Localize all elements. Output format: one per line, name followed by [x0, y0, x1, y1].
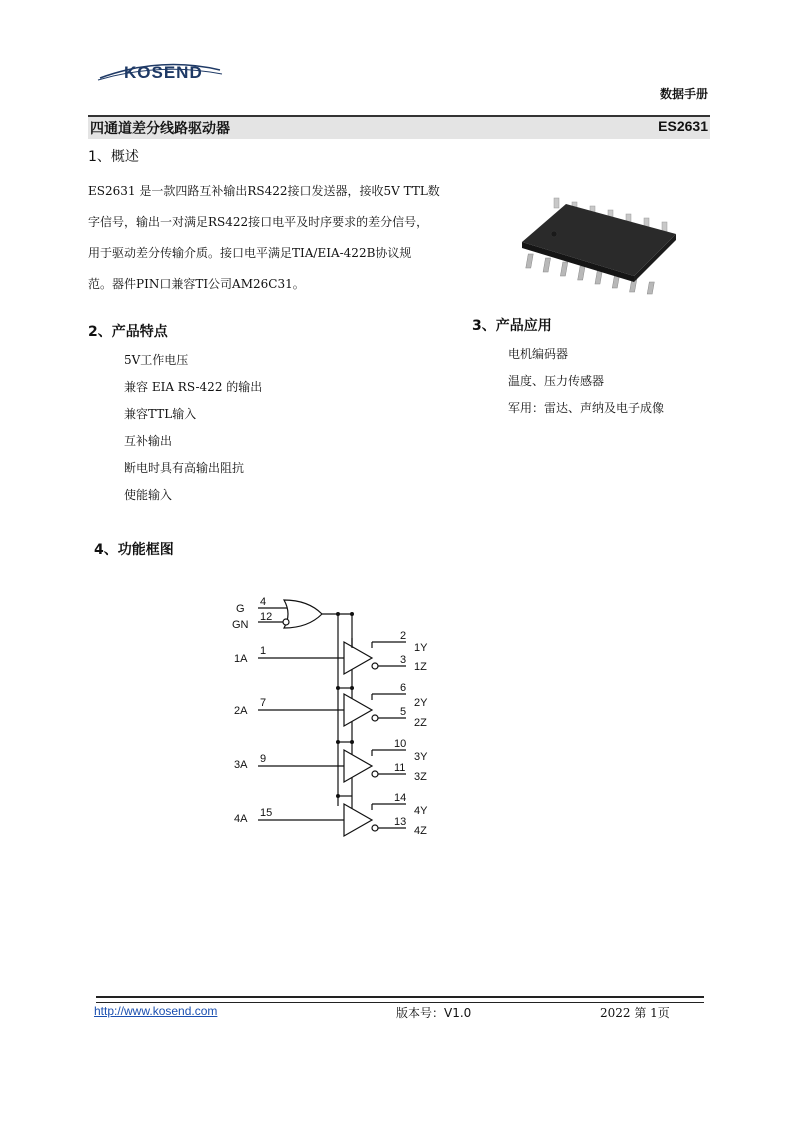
input-label: 2A	[234, 705, 248, 717]
overview-line: 用于驱动差分传输介质。接口电平满足TIA/EIA-422B协议规	[88, 246, 412, 260]
features-list	[124, 351, 262, 513]
pin-label: 14	[394, 792, 407, 804]
doc-type-label: 数据手册	[659, 87, 708, 101]
overview-line: ES2631 是一款四路互补输出RS422接口发送器，接收5V TTL数	[88, 184, 440, 198]
overview-line: 范。器件PIN口兼容TI公司AM26C31。	[88, 277, 305, 291]
website-link[interactable]: http://www.kosend.com	[94, 1004, 218, 1018]
feature-item: 兼容 EIA RS-422 的输出	[124, 380, 263, 394]
output-label: 2Z	[414, 717, 427, 729]
pin-label: 9	[260, 753, 267, 765]
output-label: 4Z	[414, 825, 427, 837]
output-label: 3Y	[414, 751, 428, 763]
application-item: 电机编码器	[508, 347, 569, 361]
product-title: 四通道差分线路驱动器	[90, 121, 230, 137]
features-heading: 2、产品特点	[88, 324, 168, 340]
output-label: 4Y	[414, 805, 428, 817]
feature-item: 互补输出	[124, 434, 173, 448]
pin-label: 7	[260, 697, 267, 709]
feature-item: 5V工作电压	[124, 353, 189, 367]
pin-label: 2	[400, 630, 407, 642]
enable-g-label: G	[236, 603, 245, 615]
chip-package-image	[514, 176, 684, 296]
footer-divider	[96, 996, 704, 1003]
block-diagram-heading: 4、功能框图	[94, 542, 174, 558]
input-label: 3A	[234, 759, 248, 771]
applications-heading: 3、产品应用	[472, 318, 552, 334]
pin-label: 13	[394, 816, 407, 828]
feature-item: 兼容TTL输入	[124, 407, 197, 421]
pin-label: 1	[260, 645, 267, 657]
feature-item: 使能输入	[124, 488, 173, 502]
pin-label: 3	[400, 654, 407, 666]
pin-label: 5	[400, 706, 407, 718]
functional-block-diagram	[220, 590, 440, 850]
output-label: 1Z	[414, 661, 427, 673]
applications-list	[508, 345, 664, 426]
overview-line: 字信号，输出一对满足RS422接口电平及时序要求的差分信号，	[88, 215, 429, 229]
application-item: 温度、压力传感器	[508, 374, 605, 388]
part-number: ES2631	[658, 118, 708, 134]
page-number: 2022 第 1页	[600, 1006, 670, 1020]
pin-label: 6	[400, 682, 407, 694]
feature-item: 断电时具有高输出阻抗	[124, 461, 245, 475]
overview-paragraph	[88, 176, 468, 300]
application-item: 军用：雷达、声纳及电子成像	[508, 401, 665, 415]
pin-label: 11	[394, 762, 406, 774]
pin-label: 10	[394, 738, 407, 750]
input-label: 1A	[234, 653, 248, 665]
enable-gn-label: GN	[232, 619, 249, 631]
pin-label: 12	[260, 611, 273, 623]
input-label: 4A	[234, 813, 248, 825]
logo-text: KOSEND	[124, 63, 203, 82]
output-label: 3Z	[414, 771, 427, 783]
version-label: 版本号：V1.0	[396, 1006, 472, 1020]
overview-heading: 1、概述	[88, 149, 139, 165]
output-label: 1Y	[414, 642, 428, 654]
pin-label: 15	[260, 807, 273, 819]
output-label: 2Y	[414, 697, 428, 709]
pin-label: 4	[260, 596, 267, 608]
